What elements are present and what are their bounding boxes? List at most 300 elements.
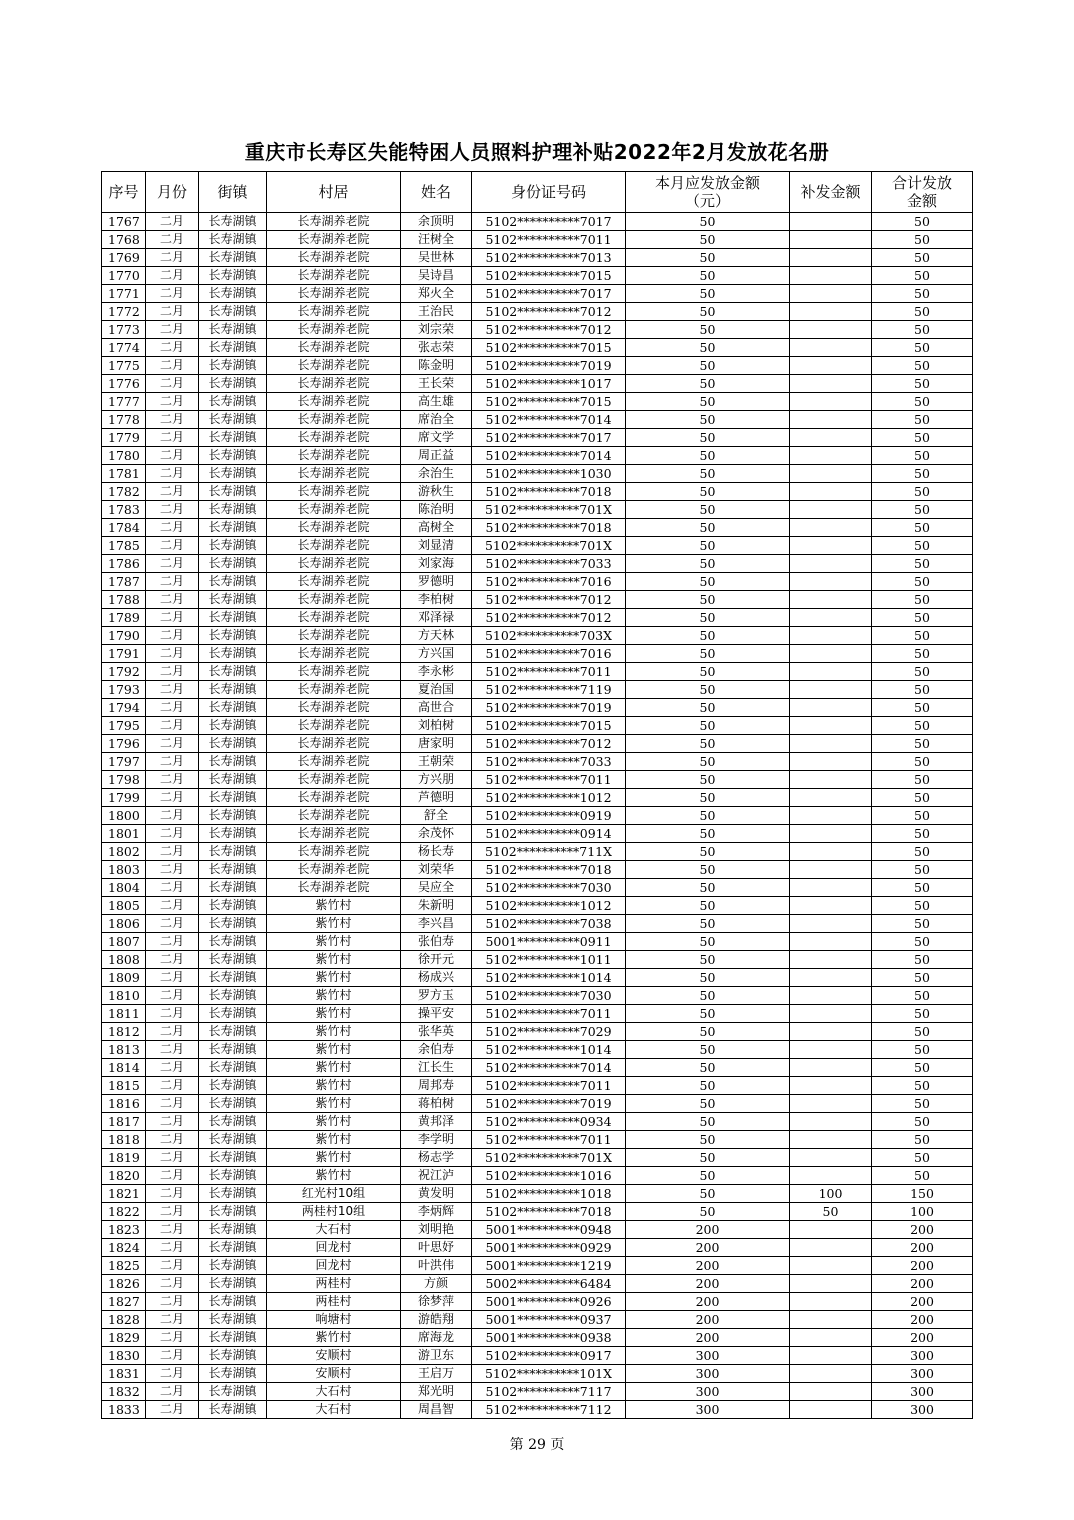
- supplement-cell: [790, 1311, 872, 1329]
- supplement-cell: [790, 1329, 872, 1347]
- supplement-cell: [790, 897, 872, 915]
- supplement-cell: [790, 987, 872, 1005]
- street-cell: 长寿湖镇: [199, 1149, 267, 1167]
- name-cell: 王治民: [401, 303, 472, 321]
- month-cell: 二月: [146, 447, 199, 465]
- name-cell: 徐开元: [401, 951, 472, 969]
- month-cell: 二月: [146, 951, 199, 969]
- supplement-cell: [790, 1131, 872, 1149]
- table-row: [102, 843, 973, 861]
- street-cell: 长寿湖镇: [199, 1257, 267, 1275]
- supplement-cell: [790, 609, 872, 627]
- village-cell: 回龙村: [267, 1257, 401, 1275]
- total-cell: 50: [872, 1149, 973, 1167]
- table-row: [102, 1095, 973, 1113]
- seq-cell: 1775: [102, 357, 146, 375]
- month-cell: 二月: [146, 483, 199, 501]
- month-cell: 二月: [146, 879, 199, 897]
- due-cell: 50: [626, 411, 790, 429]
- supplement-cell: [790, 375, 872, 393]
- table-header-row: [102, 172, 973, 213]
- name-cell: 舒全: [401, 807, 472, 825]
- id-cell: 5102**********7012: [472, 609, 626, 627]
- due-cell: 50: [626, 483, 790, 501]
- supplement-cell: [790, 1347, 872, 1365]
- village-cell: 长寿湖养老院: [267, 393, 401, 411]
- supplement-cell: [790, 789, 872, 807]
- id-cell: 5102**********7011: [472, 663, 626, 681]
- total-cell: 50: [872, 609, 973, 627]
- name-cell: 祝江泸: [401, 1167, 472, 1185]
- name-cell: 游皓翔: [401, 1311, 472, 1329]
- supplement-cell: [790, 1365, 872, 1383]
- header-due-amount: [626, 172, 790, 213]
- supplement-cell: [790, 1077, 872, 1095]
- month-cell: 二月: [146, 1275, 199, 1293]
- month-cell: 二月: [146, 375, 199, 393]
- street-cell: 长寿湖镇: [199, 933, 267, 951]
- month-cell: 二月: [146, 1203, 199, 1221]
- due-cell: 50: [626, 735, 790, 753]
- street-cell: 长寿湖镇: [199, 321, 267, 339]
- name-cell: 汪树全: [401, 231, 472, 249]
- id-cell: 5102**********7038: [472, 915, 626, 933]
- seq-cell: 1804: [102, 879, 146, 897]
- name-cell: 刘明艳: [401, 1221, 472, 1239]
- village-cell: 长寿湖养老院: [267, 879, 401, 897]
- table-row: [102, 429, 973, 447]
- month-cell: 二月: [146, 735, 199, 753]
- id-cell: 5102**********7117: [472, 1383, 626, 1401]
- street-cell: 长寿湖镇: [199, 519, 267, 537]
- village-cell: 长寿湖养老院: [267, 519, 401, 537]
- table-row: [102, 681, 973, 699]
- seq-cell: 1779: [102, 429, 146, 447]
- name-cell: 席海龙: [401, 1329, 472, 1347]
- table-row: [102, 1077, 973, 1095]
- id-cell: 5102**********1014: [472, 1041, 626, 1059]
- village-cell: 长寿湖养老院: [267, 411, 401, 429]
- due-cell: 50: [626, 771, 790, 789]
- supplement-cell: [790, 969, 872, 987]
- month-cell: 二月: [146, 1221, 199, 1239]
- seq-cell: 1789: [102, 609, 146, 627]
- supplement-cell: [790, 1167, 872, 1185]
- table-row: [102, 645, 973, 663]
- due-cell: 50: [626, 699, 790, 717]
- street-cell: 长寿湖镇: [199, 411, 267, 429]
- table-row: [102, 1329, 973, 1347]
- village-cell: 回龙村: [267, 1239, 401, 1257]
- month-cell: 二月: [146, 843, 199, 861]
- id-cell: 5102**********7019: [472, 699, 626, 717]
- month-cell: 二月: [146, 1095, 199, 1113]
- total-cell: 50: [872, 573, 973, 591]
- header-due-line2: （元）: [684, 192, 730, 210]
- month-cell: 二月: [146, 591, 199, 609]
- total-cell: 50: [872, 969, 973, 987]
- due-cell: 50: [626, 339, 790, 357]
- seq-cell: 1799: [102, 789, 146, 807]
- street-cell: 长寿湖镇: [199, 393, 267, 411]
- seq-cell: 1823: [102, 1221, 146, 1239]
- id-cell: 5102**********0914: [472, 825, 626, 843]
- due-cell: 50: [626, 645, 790, 663]
- total-cell: 300: [872, 1365, 973, 1383]
- table-row: [102, 1239, 973, 1257]
- due-cell: 50: [626, 465, 790, 483]
- table-row: [102, 663, 973, 681]
- total-cell: 50: [872, 1023, 973, 1041]
- due-cell: 50: [626, 447, 790, 465]
- table-row: [102, 753, 973, 771]
- name-cell: 方兴朋: [401, 771, 472, 789]
- due-cell: 300: [626, 1383, 790, 1401]
- name-cell: 周正益: [401, 447, 472, 465]
- total-cell: 50: [872, 213, 973, 231]
- total-cell: 50: [872, 663, 973, 681]
- village-cell: 长寿湖养老院: [267, 771, 401, 789]
- month-cell: 二月: [146, 987, 199, 1005]
- seq-cell: 1820: [102, 1167, 146, 1185]
- total-cell: 200: [872, 1329, 973, 1347]
- seq-cell: 1784: [102, 519, 146, 537]
- village-cell: 长寿湖养老院: [267, 537, 401, 555]
- name-cell: 席文学: [401, 429, 472, 447]
- due-cell: 50: [626, 357, 790, 375]
- street-cell: 长寿湖镇: [199, 771, 267, 789]
- month-cell: 二月: [146, 933, 199, 951]
- supplement-cell: [790, 213, 872, 231]
- month-cell: 二月: [146, 231, 199, 249]
- id-cell: 5102**********7019: [472, 357, 626, 375]
- due-cell: 50: [626, 1131, 790, 1149]
- id-cell: 5102**********7018: [472, 519, 626, 537]
- due-cell: 50: [626, 861, 790, 879]
- month-cell: 二月: [146, 1347, 199, 1365]
- month-cell: 二月: [146, 213, 199, 231]
- street-cell: 长寿湖镇: [199, 753, 267, 771]
- table-row: [102, 1023, 973, 1041]
- due-cell: 300: [626, 1365, 790, 1383]
- seq-cell: 1826: [102, 1275, 146, 1293]
- village-cell: 安顺村: [267, 1365, 401, 1383]
- street-cell: 长寿湖镇: [199, 483, 267, 501]
- supplement-cell: [790, 1023, 872, 1041]
- month-cell: 二月: [146, 1329, 199, 1347]
- month-cell: 二月: [146, 285, 199, 303]
- total-cell: 50: [872, 303, 973, 321]
- month-cell: 二月: [146, 429, 199, 447]
- month-cell: 二月: [146, 501, 199, 519]
- table-row: [102, 1041, 973, 1059]
- due-cell: 50: [626, 213, 790, 231]
- name-cell: 余顶明: [401, 213, 472, 231]
- id-cell: 5102**********1011: [472, 951, 626, 969]
- id-cell: 5102**********7015: [472, 393, 626, 411]
- total-cell: 50: [872, 717, 973, 735]
- month-cell: 二月: [146, 609, 199, 627]
- seq-cell: 1830: [102, 1347, 146, 1365]
- total-cell: 200: [872, 1221, 973, 1239]
- month-cell: 二月: [146, 321, 199, 339]
- supplement-cell: [790, 1113, 872, 1131]
- due-cell: 50: [626, 393, 790, 411]
- total-cell: 50: [872, 393, 973, 411]
- seq-cell: 1829: [102, 1329, 146, 1347]
- village-cell: 长寿湖养老院: [267, 447, 401, 465]
- street-cell: 长寿湖镇: [199, 1311, 267, 1329]
- total-cell: 50: [872, 807, 973, 825]
- table-row: [102, 1221, 973, 1239]
- id-cell: 5102**********701X: [472, 537, 626, 555]
- id-cell: 5102**********7014: [472, 447, 626, 465]
- table-row: [102, 1167, 973, 1185]
- month-cell: 二月: [146, 1131, 199, 1149]
- village-cell: 长寿湖养老院: [267, 375, 401, 393]
- name-cell: 吴世林: [401, 249, 472, 267]
- name-cell: 高树全: [401, 519, 472, 537]
- name-cell: 王启万: [401, 1365, 472, 1383]
- supplement-cell: [790, 339, 872, 357]
- seq-cell: 1808: [102, 951, 146, 969]
- total-cell: 50: [872, 357, 973, 375]
- total-cell: 50: [872, 1041, 973, 1059]
- due-cell: 50: [626, 897, 790, 915]
- header-month: 月份: [146, 172, 199, 213]
- name-cell: 杨志学: [401, 1149, 472, 1167]
- total-cell: 50: [872, 321, 973, 339]
- month-cell: 二月: [146, 807, 199, 825]
- total-cell: 50: [872, 1059, 973, 1077]
- village-cell: 长寿湖养老院: [267, 555, 401, 573]
- village-cell: 紫竹村: [267, 1041, 401, 1059]
- table-row: [102, 879, 973, 897]
- seq-cell: 1767: [102, 213, 146, 231]
- name-cell: 唐家明: [401, 735, 472, 753]
- village-cell: 紫竹村: [267, 1131, 401, 1149]
- village-cell: 长寿湖养老院: [267, 645, 401, 663]
- total-cell: 50: [872, 699, 973, 717]
- name-cell: 刘宗荣: [401, 321, 472, 339]
- village-cell: 紫竹村: [267, 933, 401, 951]
- due-cell: 50: [626, 231, 790, 249]
- total-cell: 50: [872, 897, 973, 915]
- table-row: [102, 1293, 973, 1311]
- street-cell: 长寿湖镇: [199, 717, 267, 735]
- seq-cell: 1817: [102, 1113, 146, 1131]
- total-cell: 50: [872, 753, 973, 771]
- name-cell: 罗方玉: [401, 987, 472, 1005]
- table-row: [102, 1365, 973, 1383]
- street-cell: 长寿湖镇: [199, 807, 267, 825]
- supplement-cell: [790, 807, 872, 825]
- table-row: [102, 555, 973, 573]
- seq-cell: 1812: [102, 1023, 146, 1041]
- due-cell: 50: [626, 1023, 790, 1041]
- supplement-cell: [790, 879, 872, 897]
- due-cell: 200: [626, 1221, 790, 1239]
- street-cell: 长寿湖镇: [199, 1095, 267, 1113]
- seq-cell: 1833: [102, 1401, 146, 1419]
- village-cell: 长寿湖养老院: [267, 825, 401, 843]
- name-cell: 芦德明: [401, 789, 472, 807]
- id-cell: 5102**********7029: [472, 1023, 626, 1041]
- village-cell: 紫竹村: [267, 969, 401, 987]
- due-cell: 50: [626, 933, 790, 951]
- month-cell: 二月: [146, 537, 199, 555]
- month-cell: 二月: [146, 411, 199, 429]
- due-cell: 50: [626, 501, 790, 519]
- street-cell: 长寿湖镇: [199, 1167, 267, 1185]
- street-cell: 长寿湖镇: [199, 213, 267, 231]
- id-cell: 5102**********1016: [472, 1167, 626, 1185]
- street-cell: 长寿湖镇: [199, 789, 267, 807]
- village-cell: 长寿湖养老院: [267, 735, 401, 753]
- recipient-table: [101, 171, 973, 1419]
- village-cell: 长寿湖养老院: [267, 267, 401, 285]
- id-cell: 5102**********7018: [472, 483, 626, 501]
- id-cell: 5102**********7013: [472, 249, 626, 267]
- total-cell: 100: [872, 1203, 973, 1221]
- street-cell: 长寿湖镇: [199, 735, 267, 753]
- due-cell: 50: [626, 1041, 790, 1059]
- village-cell: 紫竹村: [267, 1023, 401, 1041]
- id-cell: 5102**********7012: [472, 321, 626, 339]
- name-cell: 操平安: [401, 1005, 472, 1023]
- name-cell: 方颜: [401, 1275, 472, 1293]
- due-cell: 200: [626, 1275, 790, 1293]
- id-cell: 5102**********7014: [472, 411, 626, 429]
- month-cell: 二月: [146, 573, 199, 591]
- street-cell: 长寿湖镇: [199, 843, 267, 861]
- supplement-cell: [790, 645, 872, 663]
- month-cell: 二月: [146, 915, 199, 933]
- due-cell: 50: [626, 591, 790, 609]
- supplement-cell: [790, 1239, 872, 1257]
- total-cell: 50: [872, 771, 973, 789]
- id-cell: 5001**********0926: [472, 1293, 626, 1311]
- month-cell: 二月: [146, 1149, 199, 1167]
- id-cell: 5102**********1018: [472, 1185, 626, 1203]
- month-cell: 二月: [146, 861, 199, 879]
- seq-cell: 1810: [102, 987, 146, 1005]
- name-cell: 高世合: [401, 699, 472, 717]
- supplement-cell: [790, 483, 872, 501]
- total-cell: 50: [872, 429, 973, 447]
- page-title: 重庆市长寿区失能特困人员照料护理补贴2022年2月发放花名册: [244, 140, 830, 164]
- header-total: [872, 172, 973, 213]
- village-cell: 长寿湖养老院: [267, 807, 401, 825]
- seq-cell: 1807: [102, 933, 146, 951]
- name-cell: 周邦寿: [401, 1077, 472, 1095]
- due-cell: 200: [626, 1257, 790, 1275]
- street-cell: 长寿湖镇: [199, 951, 267, 969]
- supplement-cell: [790, 1221, 872, 1239]
- seq-cell: 1791: [102, 645, 146, 663]
- id-cell: 5001**********0948: [472, 1221, 626, 1239]
- seq-cell: 1776: [102, 375, 146, 393]
- total-cell: 300: [872, 1383, 973, 1401]
- street-cell: 长寿湖镇: [199, 591, 267, 609]
- total-cell: 50: [872, 555, 973, 573]
- page-number: 第 29 页: [509, 1437, 565, 1453]
- table-row: [102, 321, 973, 339]
- street-cell: 长寿湖镇: [199, 897, 267, 915]
- street-cell: 长寿湖镇: [199, 1113, 267, 1131]
- total-cell: 50: [872, 465, 973, 483]
- due-cell: 50: [626, 1167, 790, 1185]
- seq-cell: 1773: [102, 321, 146, 339]
- name-cell: 游秋生: [401, 483, 472, 501]
- village-cell: 紫竹村: [267, 1005, 401, 1023]
- table-row: [102, 303, 973, 321]
- due-cell: 50: [626, 1113, 790, 1131]
- table-row: [102, 1275, 973, 1293]
- street-cell: 长寿湖镇: [199, 1401, 267, 1419]
- seq-cell: 1780: [102, 447, 146, 465]
- id-cell: 5102**********7011: [472, 231, 626, 249]
- id-cell: 5102**********7017: [472, 285, 626, 303]
- total-cell: 50: [872, 447, 973, 465]
- total-cell: 200: [872, 1275, 973, 1293]
- street-cell: 长寿湖镇: [199, 681, 267, 699]
- village-cell: 长寿湖养老院: [267, 285, 401, 303]
- supplement-cell: [790, 627, 872, 645]
- street-cell: 长寿湖镇: [199, 1275, 267, 1293]
- seq-cell: 1814: [102, 1059, 146, 1077]
- seq-cell: 1796: [102, 735, 146, 753]
- supplement-cell: [790, 393, 872, 411]
- village-cell: 大石村: [267, 1383, 401, 1401]
- table-row: [102, 1059, 973, 1077]
- seq-cell: 1787: [102, 573, 146, 591]
- supplement-cell: [790, 663, 872, 681]
- street-cell: 长寿湖镇: [199, 1059, 267, 1077]
- due-cell: 50: [626, 429, 790, 447]
- id-cell: 5002**********6484: [472, 1275, 626, 1293]
- total-cell: 50: [872, 879, 973, 897]
- street-cell: 长寿湖镇: [199, 1221, 267, 1239]
- street-cell: 长寿湖镇: [199, 1023, 267, 1041]
- supplement-cell: [790, 411, 872, 429]
- table-row: [102, 789, 973, 807]
- header-seq: 序号: [102, 172, 146, 213]
- name-cell: 王长荣: [401, 375, 472, 393]
- total-cell: 150: [872, 1185, 973, 1203]
- supplement-cell: [790, 1059, 872, 1077]
- street-cell: 长寿湖镇: [199, 645, 267, 663]
- name-cell: 罗德明: [401, 573, 472, 591]
- due-cell: 50: [626, 375, 790, 393]
- table-row: [102, 897, 973, 915]
- seq-cell: 1805: [102, 897, 146, 915]
- month-cell: 二月: [146, 1059, 199, 1077]
- village-cell: 长寿湖养老院: [267, 465, 401, 483]
- month-cell: 二月: [146, 1257, 199, 1275]
- id-cell: 5102**********7017: [472, 429, 626, 447]
- total-cell: 50: [872, 537, 973, 555]
- due-cell: 50: [626, 717, 790, 735]
- table-row: [102, 1185, 973, 1203]
- village-cell: 大石村: [267, 1401, 401, 1419]
- name-cell: 刘荣华: [401, 861, 472, 879]
- village-cell: 两桂村10组: [267, 1203, 401, 1221]
- total-cell: 50: [872, 231, 973, 249]
- supplement-cell: [790, 429, 872, 447]
- seq-cell: 1809: [102, 969, 146, 987]
- street-cell: 长寿湖镇: [199, 1185, 267, 1203]
